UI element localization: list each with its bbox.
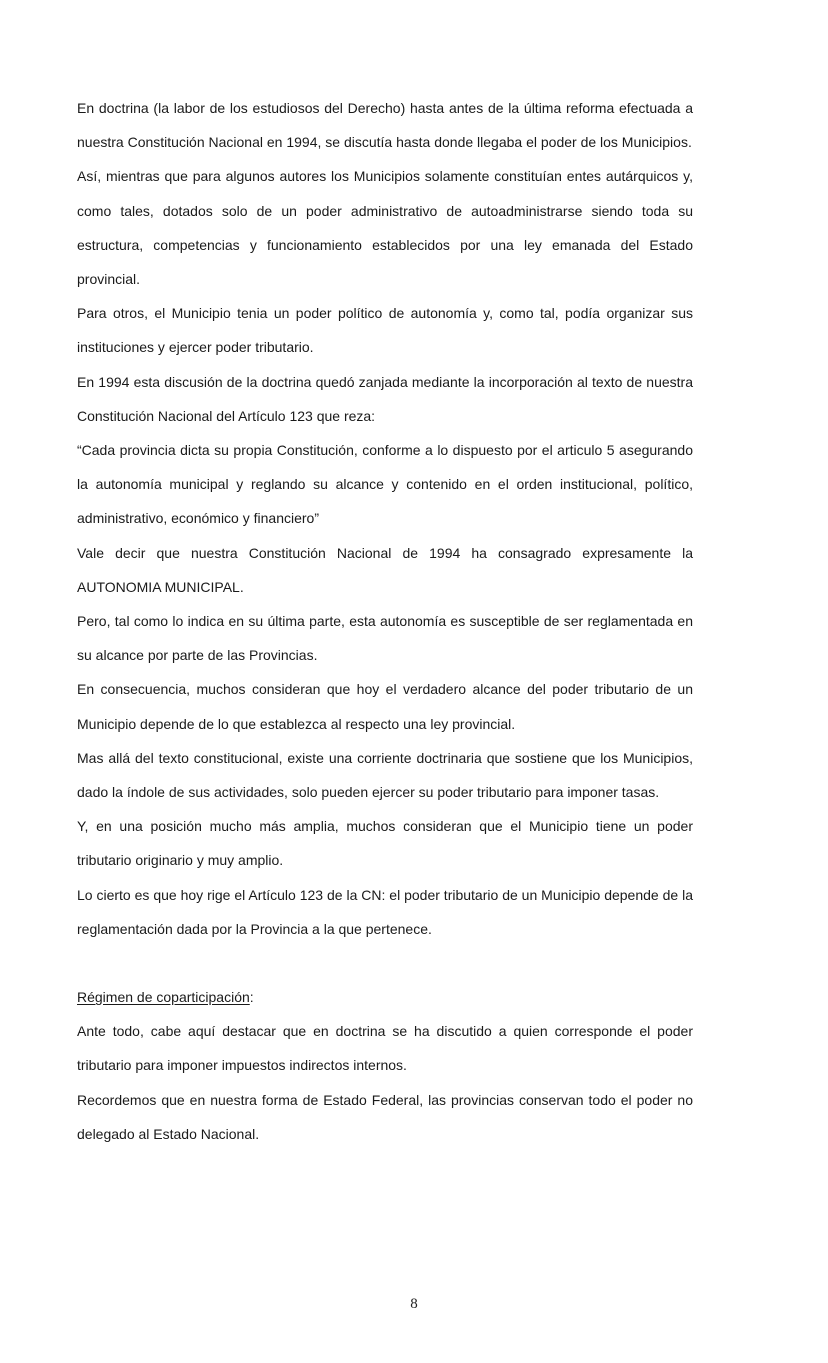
section-spacer: [77, 946, 693, 980]
paragraph: Pero, tal como lo indica en su última parte, esta autonomía es susceptible de ser reglamentada en su alcance por parte de las Provincias.: [77, 613, 693, 664]
paragraph: Así, mientras que para algunos autores los Municipios solamente constituían entes autárquicos y, como tales, dotados solo de un poder administrativo de autoadministrarse siendo toda su estructura, competencias y funcionamiento establecidos por una ley emanada del Estado provincial.: [77, 168, 693, 288]
page-number: 8: [410, 1296, 418, 1312]
section-heading-text: Régimen de coparticipación: [77, 989, 250, 1006]
paragraph: Para otros, el Municipio tenia un poder político de autonomía y, como tal, podía organizar sus instituciones y ejercer poder tributario.: [77, 305, 693, 356]
paragraph: En consecuencia, muchos consideran que hoy el verdadero alcance del poder tributario de un Municipio depende de lo que establezca al respecto una ley provincial.: [77, 681, 693, 732]
document-page: [77, 91, 693, 1151]
quoted-article-paragraph: “Cada provincia dicta su propia Constitución, conforme a lo dispuesto por el articulo 5 asegurando la autonomía municipal y reglando su alcance y contenido en el orden institucional, político, administrativo, económico y financiero”: [77, 442, 693, 527]
paragraph: Recordemos que en nuestra forma de Estado Federal, las provincias conservan todo el poder no delegado al Estado Nacional.: [77, 1091, 693, 1142]
section-heading: [77, 980, 693, 1014]
paragraph: En 1994 esta discusión de la doctrina quedó zanjada mediante la incorporación al texto de nuestra Constitución Nacional del Artículo 123 que reza:: [77, 373, 693, 424]
paragraph: Y, en una posición mucho más amplia, muchos consideran que el Municipio tiene un poder tributario originario y muy amplio.: [77, 818, 693, 869]
paragraph: Lo cierto es que hoy rige el Artículo 123 de la CN: el poder tributario de un Municipio depende de la reglamentación dada por la Provincia a la que pertenece.: [77, 886, 693, 937]
paragraph: Vale decir que nuestra Constitución Nacional de 1994 ha consagrado expresamente la AUTONOMIA MUNICIPAL.: [77, 544, 693, 595]
paragraph: En doctrina (la labor de los estudiosos del Derecho) hasta antes de la última reforma efectuada a nuestra Constitución Nacional en 1994, se discutía hasta donde llegaba el poder de los Municipios.: [77, 100, 693, 151]
section-heading-colon: :: [249, 989, 254, 1006]
paragraph: Ante todo, cabe aquí destacar que en doctrina se ha discutido a quien corresponde el poder tributario para imponer impuestos indirectos internos.: [77, 1023, 693, 1074]
paragraph: Mas allá del texto constitucional, existe una corriente doctrinaria que sostiene que los Municipios, dado la índole de sus actividades, solo pueden ejercer su poder tributario para imponer tasas.: [77, 749, 693, 801]
